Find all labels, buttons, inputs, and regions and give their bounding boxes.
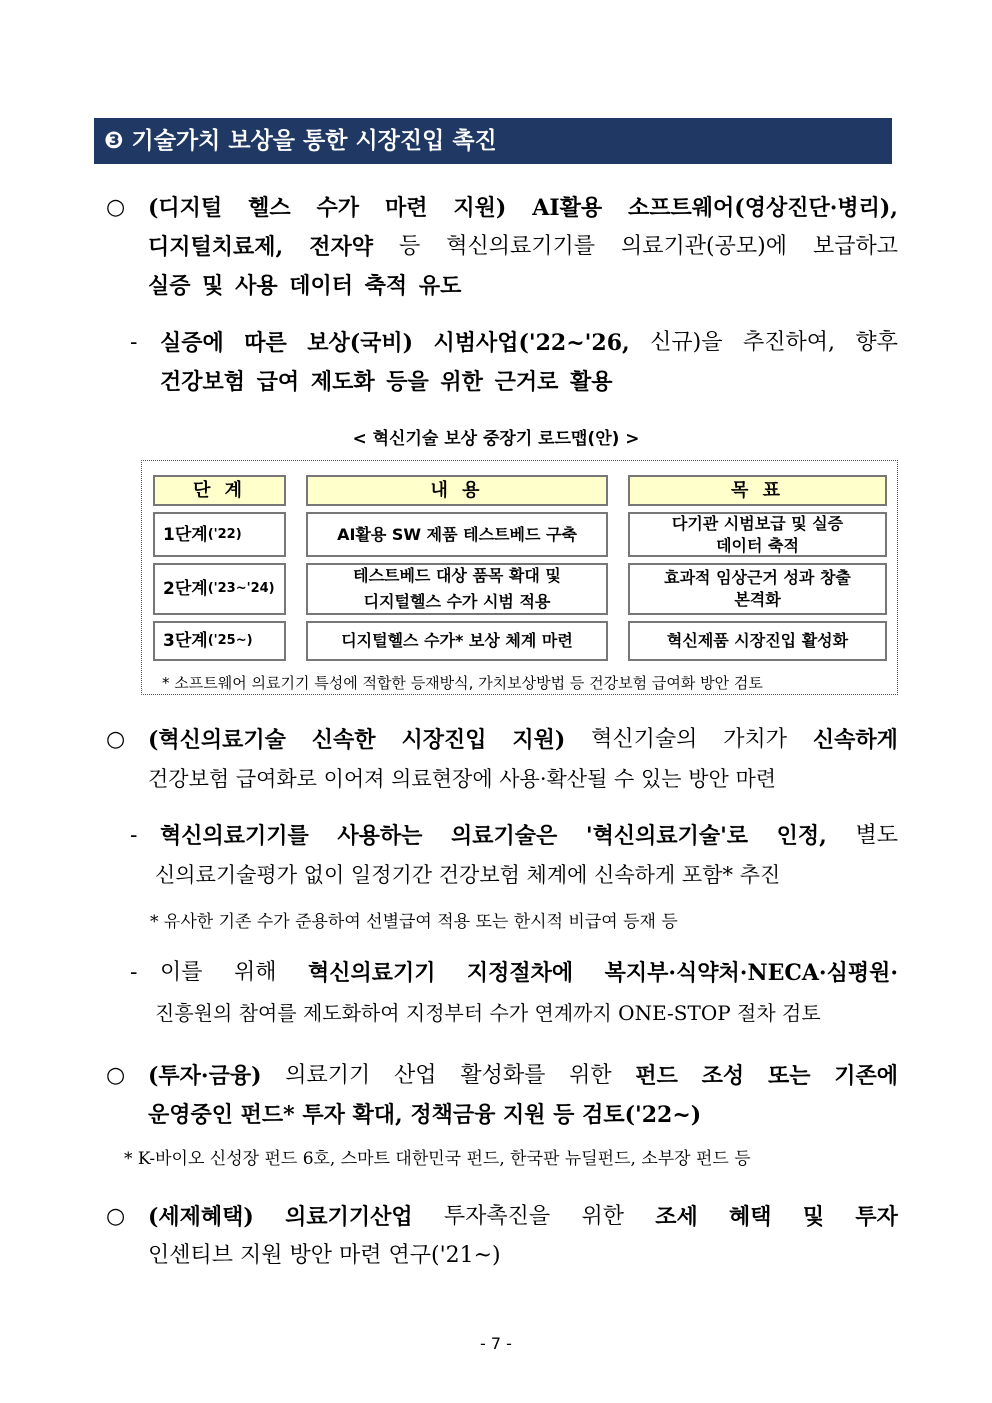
word: 혁신기술의 (591, 727, 698, 752)
word: 활성화를 (460, 1063, 546, 1088)
row3-goal (628, 621, 887, 661)
p1a-line2: 건강보험 급여 제도화 등을 위한 근거로 활용 (160, 369, 613, 395)
word: 실증에 (160, 330, 224, 356)
dash: - (130, 330, 138, 355)
word: 가치가 (723, 727, 788, 752)
word: 보급하고 (812, 234, 898, 259)
p2b-line2: 진흥원의 참여를 제도화하여 지정부터 수가 연계까지 ONE-STOP 절차 검토 (155, 1001, 821, 1025)
p3-note: * K-바이오 신성장 펀드 6호, 스마트 대한민국 펀드, 한국판 뉴딜펀드, 소부장 펀드 등 (124, 1149, 751, 1169)
word: 향후 (855, 330, 898, 355)
word: (혁신의료기술 (148, 727, 286, 753)
bullet-circle: ○ (106, 727, 126, 752)
word: 지정절차에 (466, 960, 574, 986)
p2a-note: * 유사한 기존 수가 준용하여 선별급여 적용 또는 한시적 비급여 등재 등 (150, 912, 678, 932)
word: 의료기기 (285, 1063, 371, 1088)
row1-content (306, 512, 608, 557)
word: 산업 (394, 1063, 437, 1088)
p4-line1 (148, 1202, 898, 1232)
goal-text: 효과적 임상근거 성과 창출 (664, 568, 851, 587)
p2a-line1 (160, 821, 898, 851)
content-text: 디지털헬스 수가* 보상 체계 마련 (341, 631, 573, 650)
word: 신규)을 (650, 330, 723, 355)
word: 이를 (160, 960, 203, 985)
row1-goal (628, 512, 887, 557)
p1a-line1 (160, 328, 898, 358)
word: 시범사업('22~'26, (433, 330, 630, 356)
word: 사용하는 (337, 823, 423, 849)
goal-text: 데이터 축적 (716, 535, 799, 555)
content-text: 디지털헬스 수가 시범 적용 (363, 592, 551, 611)
content-text: AI활용 SW 제품 테스트베드 구축 (337, 524, 577, 544)
dash: - (130, 960, 138, 985)
stage-year: ('22) (207, 526, 242, 542)
word: 위해 (233, 960, 277, 985)
word: 추진하여, (742, 330, 835, 355)
word: 소프트웨어(영상진단·병리), (628, 195, 898, 221)
word: 의료기관(공모)에 (621, 234, 787, 259)
roadmap-title: < 혁신기술 보상 중장기 로드맵(안) > (352, 429, 640, 449)
word: 지원) (453, 195, 507, 221)
word: (디지털 (148, 195, 223, 221)
row2-goal (628, 563, 887, 615)
stage-label: 3단계 (163, 631, 208, 651)
row1-stage (153, 512, 286, 557)
row3-content (306, 621, 608, 661)
word: 펀드 (635, 1063, 678, 1089)
word: 신속하게 (812, 727, 898, 753)
word: 보상(국비) (307, 330, 414, 356)
word: (투자·금융) (148, 1063, 262, 1089)
word: 혜택 (729, 1204, 772, 1230)
word: 및 (802, 1204, 825, 1230)
word: 위한 (569, 1063, 612, 1088)
word: AI활용 (532, 195, 603, 221)
p1-line2 (148, 232, 898, 262)
word: 시장진입 (401, 727, 487, 753)
p2a-line2: 신의료기술평가 없이 일정기간 건강보험 체계에 신속하게 포함* 추진 (155, 863, 781, 887)
word: '혁신의료기술'로 (585, 823, 749, 849)
word: 혁신의료기기를 (160, 823, 309, 849)
word: 신속한 (311, 727, 376, 753)
row2-stage (153, 563, 286, 615)
row2-content (306, 563, 608, 615)
word: (세제혜택) (148, 1204, 254, 1230)
row3-stage (153, 621, 286, 661)
bullet-circle: ○ (106, 1204, 126, 1229)
word: 전자약 (309, 234, 373, 260)
p1-line3: 실증 및 사용 데이터 축적 유도 (148, 273, 462, 299)
stage-year: ('25~) (207, 633, 253, 648)
section-header (94, 118, 892, 164)
stage-label: 1단계 (163, 524, 208, 545)
goal-text: 다기관 시범보급 및 실증 (671, 513, 844, 533)
word: 투자촉진을 (443, 1204, 551, 1229)
word: 마련 (384, 195, 428, 221)
stage-year: ('23~'24) (207, 581, 275, 596)
bullet-circle: ○ (106, 1063, 126, 1088)
word: 디지털치료제, (148, 234, 284, 260)
word: 위한 (581, 1204, 624, 1229)
word: 혁신의료기기를 (446, 234, 596, 259)
word: 헬스 (248, 195, 291, 221)
page-number: - 7 - (480, 1334, 512, 1353)
word: 조세 (655, 1204, 698, 1230)
word: 혁신의료기기 (307, 960, 436, 986)
word: 의료기술은 (450, 823, 558, 849)
word: 인정, (776, 823, 827, 849)
p2-line1 (148, 725, 898, 755)
p1-line1 (148, 193, 898, 223)
word: 별도 (855, 823, 898, 848)
header-goal: 목 표 (628, 475, 887, 506)
word: 복지부·식약처·NECA·심평원· (604, 960, 898, 986)
goal-text: 혁신제품 시장진입 활성화 (666, 631, 849, 650)
word: 의료기기산업 (285, 1204, 413, 1230)
word: 따른 (244, 330, 287, 356)
word: 조성 (701, 1063, 745, 1089)
word: 등 (398, 234, 421, 259)
p3-line1 (148, 1061, 898, 1091)
word: 기존에 (834, 1063, 898, 1089)
dash: - (130, 823, 138, 848)
word: 지원) (512, 727, 566, 753)
word: 수가 (316, 195, 360, 221)
word: 투자 (855, 1204, 898, 1230)
p3-line2: 운영중인 펀드* 투자 확대, 정책금융 지원 등 검토('22~) (148, 1102, 702, 1128)
p2-line2: 건강보험 급여화로 이어져 의료현장에 사용·확산될 수 있는 방안 마련 (148, 767, 777, 791)
header-content: 내 용 (306, 475, 608, 506)
bullet-circle: ○ (106, 195, 126, 220)
word: 또는 (767, 1063, 811, 1089)
content-text: 테스트베드 대상 품목 확대 및 (353, 566, 561, 585)
roadmap-note: * 소프트웨어 의료기기 특성에 적합한 등재방식, 가치보상방법 등 건강보험 급여화 방안 검토 (162, 674, 763, 692)
stage-label: 2단계 (163, 579, 208, 599)
p2b-line1 (160, 958, 898, 988)
section-title: ❸ 기술가치 보상을 통한 시장진입 촉진 (104, 128, 497, 154)
header-stage: 단 계 (153, 475, 286, 506)
goal-text: 본격화 (734, 590, 781, 609)
p4-line2: 인센티브 지원 방안 마련 연구('21~) (148, 1243, 501, 1268)
